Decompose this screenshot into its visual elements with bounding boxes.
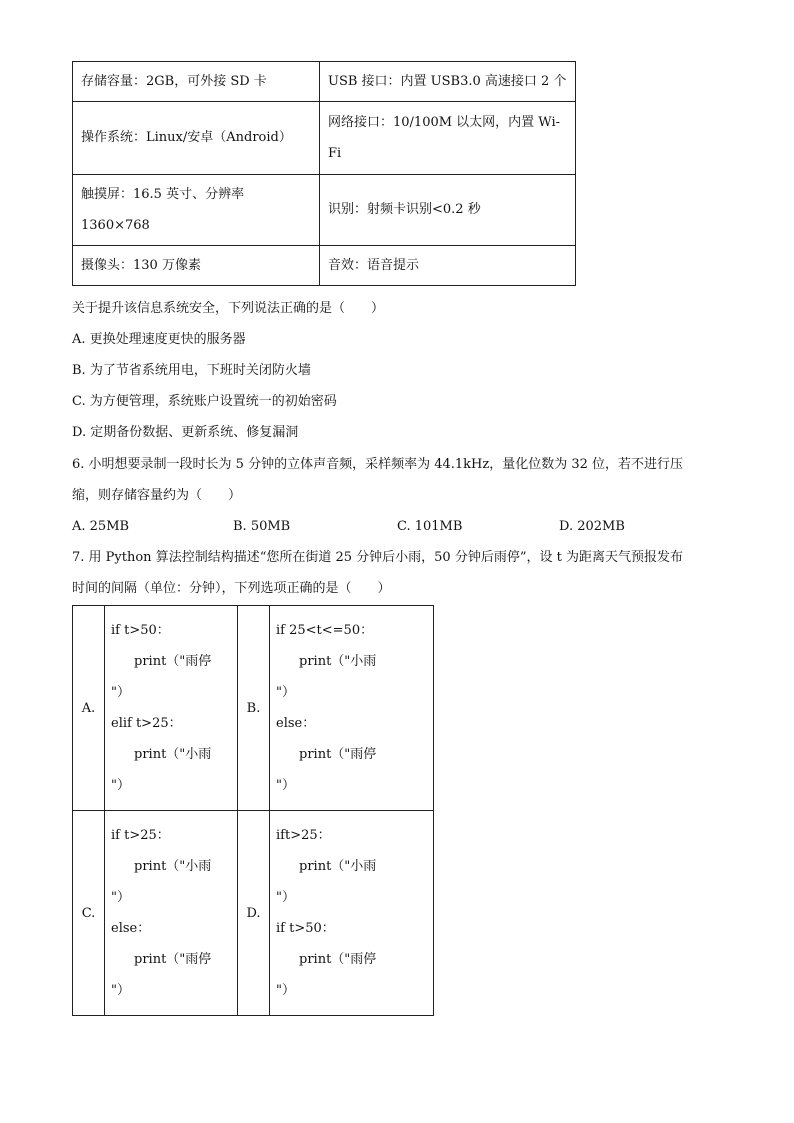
code-line: if t>50： <box>111 623 170 638</box>
q6-option-d: D. 202MB <box>559 519 625 534</box>
code-block-a <box>105 606 238 811</box>
code-line: print（"小雨 <box>299 859 377 874</box>
spec-cell: USB 接口：内置 USB3.0 高速接口 2 个 <box>320 62 576 102</box>
code-line: print（"小雨 <box>134 747 212 762</box>
spec-cell-line: Fi <box>328 146 342 161</box>
q5-option-d: D. 定期备份数据、更新系统、修复漏洞 <box>72 425 299 440</box>
spec-cell: 音效：语音提示 <box>320 246 576 286</box>
q5-option-b: B. 为了节省系统用电，下班时关闭防火墙 <box>72 363 311 378</box>
spec-cell: 摄像头：130 万像素 <box>73 246 320 286</box>
option-label-a: A. <box>73 606 105 811</box>
q5-stem: 关于提升该信息系统安全，下列说法正确的是（ ） <box>72 301 385 316</box>
code-line: print（"雨停 <box>299 952 377 967</box>
code-block-b <box>270 606 434 811</box>
code-line: print（"雨停 <box>134 654 212 669</box>
table-row <box>73 62 576 102</box>
q6-stem-line1: 6. 小明想要录制一段时长为 5 分钟的立体声音频，采样频率为 44.1kHz，量化位数为 32 位，若不进行压 <box>72 457 684 472</box>
code-block-d <box>270 811 434 1016</box>
code-line: elif t>25： <box>111 716 182 731</box>
spec-cell: 操作系统：Linux/安卓（Android） <box>73 102 320 175</box>
table-row <box>73 246 576 286</box>
spec-table <box>72 61 576 286</box>
option-label-d: D. <box>238 811 270 1016</box>
code-line: "） <box>111 778 130 793</box>
code-block-c <box>105 811 238 1016</box>
spec-cell-line: 触摸屏：16.5 英寸、分辨率 <box>81 187 245 202</box>
spec-cell: 存储容量：2GB，可外接 SD 卡 <box>73 62 320 102</box>
spec-cell-line: 1360×768 <box>81 218 150 233</box>
code-line: if t>50： <box>276 921 335 936</box>
spec-cell <box>320 102 576 175</box>
q5-option-a: A. 更换处理速度更快的服务器 <box>72 332 246 347</box>
code-line: "） <box>276 890 295 905</box>
spec-cell: 识别：射频卡识别<0.2 秒 <box>320 175 576 246</box>
code-line: print（"雨停 <box>134 952 212 967</box>
q6-stem-line2: 缩，则存储容量约为（ ） <box>72 488 242 503</box>
code-line: "） <box>276 685 295 700</box>
table-row <box>73 811 434 1016</box>
spec-cell <box>73 175 320 246</box>
code-line: "） <box>276 778 295 793</box>
table-row <box>73 175 576 246</box>
code-line: "） <box>111 983 130 998</box>
q7-stem-line2: 时间的间隔（单位：分钟），下列选项正确的是（ ） <box>72 581 391 596</box>
code-line: "） <box>111 685 130 700</box>
table-row <box>73 606 434 811</box>
q7-stem-line1: 7. 用 Python 算法控制结构描述“您所在街道 25 分钟后小雨，50 分钟后雨停”，设 t 为距离天气预报发布 <box>72 550 683 565</box>
q6-option-a: A. 25MB <box>72 519 130 534</box>
q6-option-b: B. 50MB <box>233 519 291 534</box>
code-line: print（"雨停 <box>299 747 377 762</box>
code-line: "） <box>111 890 130 905</box>
table-row <box>73 102 576 175</box>
code-line: else： <box>111 921 151 936</box>
option-label-b: B. <box>238 606 270 811</box>
spec-cell-line: 网络接口：10/100M 以太网，内置 Wi- <box>328 115 560 130</box>
q7-options-table <box>72 605 434 1016</box>
code-line: if t>25： <box>111 828 170 843</box>
code-line: print（"小雨 <box>134 859 212 874</box>
code-line: else： <box>276 716 316 731</box>
q5-option-c: C. 为方便管理，系统账户设置统一的初始密码 <box>72 394 337 409</box>
code-line: print（"小雨 <box>299 654 377 669</box>
code-line: ift>25： <box>276 828 331 843</box>
option-label-c: C. <box>73 811 105 1016</box>
q6-option-c: C. 101MB <box>397 519 463 534</box>
code-line: if 25<t<=50： <box>276 623 374 638</box>
code-line: "） <box>276 983 295 998</box>
